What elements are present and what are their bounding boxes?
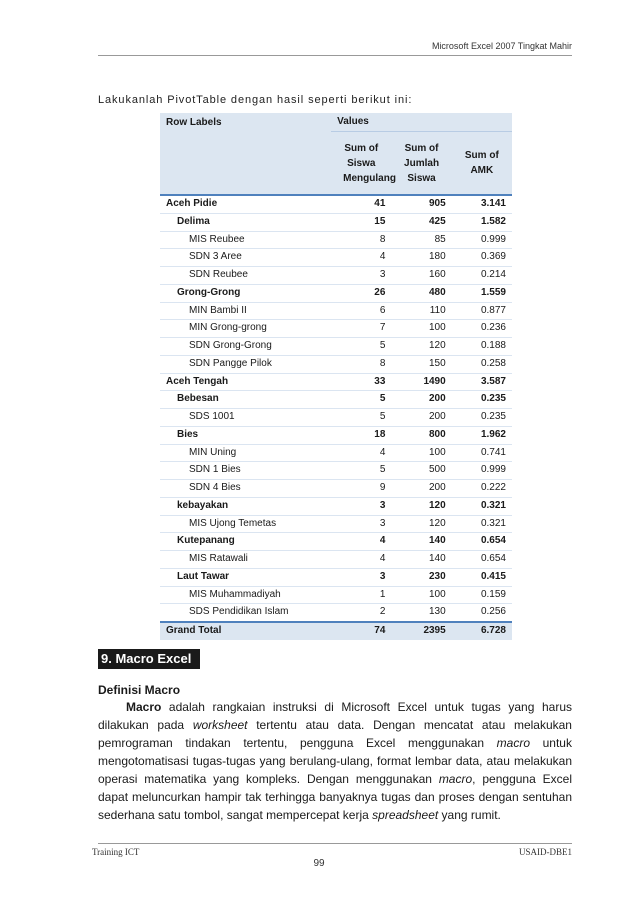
page-number: 99 (313, 858, 325, 869)
cell-siswa-mengulang: 8 (331, 355, 391, 373)
cell-siswa-mengulang: 6 (331, 302, 391, 320)
cell-amk: 0.214 (452, 267, 512, 285)
row-label: Delima (160, 213, 331, 231)
cell-jumlah-siswa: 140 (391, 533, 451, 551)
cell-amk: 1.559 (452, 284, 512, 302)
cell-jumlah-siswa: 150 (391, 355, 451, 373)
cell-jumlah-siswa: 905 (391, 195, 451, 213)
footer-left: Training ICT (92, 847, 140, 857)
cell-amk: 0.159 (452, 586, 512, 604)
cell-amk: 0.741 (452, 444, 512, 462)
pivot-body (160, 195, 512, 640)
row-label: MIN Bambi II (160, 302, 331, 320)
row-label: Aceh Pidie (160, 195, 331, 213)
col-header-mengulang: Sum of Siswa Mengulang (331, 132, 391, 196)
paragraph-segment: adalah rangkaian instruksi di Microsoft Excel untuk tugas yang harus dilakukan pada (98, 700, 572, 732)
cell-amk: 0.877 (452, 302, 512, 320)
row-label: Kutepanang (160, 533, 331, 551)
pivot-row[interactable] (160, 568, 512, 586)
cell-amk: 3.587 (452, 373, 512, 391)
cell-amk: 0.415 (452, 568, 512, 586)
grand-total-jumlah: 2395 (391, 622, 451, 640)
pivot-row[interactable] (160, 604, 512, 622)
row-label: Aceh Tengah (160, 373, 331, 391)
cell-amk: 0.256 (452, 604, 512, 622)
row-label: Grong-Grong (160, 284, 331, 302)
cell-amk: 0.236 (452, 320, 512, 338)
row-label: MIS Ratawali (160, 551, 331, 569)
cell-jumlah-siswa: 100 (391, 586, 451, 604)
cell-siswa-mengulang: 3 (331, 568, 391, 586)
cell-siswa-mengulang: 2 (331, 604, 391, 622)
running-header: Microsoft Excel 2007 Tingkat Mahir (431, 41, 572, 51)
paragraph-segment: yang rumit. (438, 808, 501, 822)
pivot-row[interactable] (160, 373, 512, 391)
cell-siswa-mengulang: 18 (331, 426, 391, 444)
pivot-row[interactable] (160, 355, 512, 373)
cell-jumlah-siswa: 200 (391, 391, 451, 409)
cell-amk: 1.582 (452, 213, 512, 231)
paragraph-segment: macro (438, 772, 473, 786)
paragraph-segment: macro (496, 736, 530, 750)
cell-jumlah-siswa: 120 (391, 515, 451, 533)
cell-jumlah-siswa: 230 (391, 568, 451, 586)
cell-jumlah-siswa: 480 (391, 284, 451, 302)
footer-rule (98, 843, 572, 844)
cell-jumlah-siswa: 100 (391, 320, 451, 338)
cell-amk: 1.962 (452, 426, 512, 444)
footer-right: USAID-DBE1 (519, 847, 572, 857)
paragraph-segment: , pengguna Excel dapat meluncurkan hampir tak terhingga banyaknya tugas dan proses dengan sentuhan sederhana satu tombol, sangat mempercepat kerja (98, 772, 572, 822)
cell-siswa-mengulang: 3 (331, 515, 391, 533)
col-header-jumlah: Sum of Jumlah Siswa (391, 132, 451, 196)
cell-jumlah-siswa: 200 (391, 480, 451, 498)
cell-amk: 0.654 (452, 533, 512, 551)
pivot-row[interactable] (160, 586, 512, 604)
grand-total-amk: 6.728 (452, 622, 512, 640)
cell-jumlah-siswa: 425 (391, 213, 451, 231)
pivot-row[interactable] (160, 515, 512, 533)
row-label: kebayakan (160, 497, 331, 515)
row-labels-header[interactable]: Row Labels (160, 113, 331, 195)
pivot-row[interactable] (160, 426, 512, 444)
row-label: MIS Reubee (160, 231, 331, 249)
pivot-row[interactable] (160, 284, 512, 302)
cell-jumlah-siswa: 140 (391, 551, 451, 569)
cell-siswa-mengulang: 8 (331, 231, 391, 249)
row-label: SDN Grong-Grong (160, 338, 331, 356)
paragraph-segment: worksheet (192, 718, 248, 732)
intro-text: Lakukanlah PivotTable dengan hasil seperti berikut ini: (98, 94, 413, 106)
pivot-row[interactable] (160, 249, 512, 267)
row-label: SDN Pangge Pilok (160, 355, 331, 373)
row-label: MIN Uning (160, 444, 331, 462)
row-label: SDS Pendidikan Islam (160, 604, 331, 622)
values-header: Values (331, 113, 512, 132)
cell-siswa-mengulang: 5 (331, 409, 391, 427)
grand-total-row[interactable] (160, 622, 512, 640)
row-label: Bies (160, 426, 331, 444)
cell-siswa-mengulang: 5 (331, 338, 391, 356)
col-header-amk: Sum of AMK (452, 132, 512, 196)
pivot-row[interactable] (160, 551, 512, 569)
pivot-row[interactable] (160, 195, 512, 213)
row-label: SDN 4 Bies (160, 480, 331, 498)
cell-siswa-mengulang: 5 (331, 391, 391, 409)
cell-amk: 0.369 (452, 249, 512, 267)
grand-total-label: Grand Total (160, 622, 331, 640)
cell-jumlah-siswa: 120 (391, 338, 451, 356)
cell-siswa-mengulang: 7 (331, 320, 391, 338)
cell-jumlah-siswa: 180 (391, 249, 451, 267)
row-label: MIS Ujong Temetas (160, 515, 331, 533)
row-label: MIN Grong-grong (160, 320, 331, 338)
cell-siswa-mengulang: 26 (331, 284, 391, 302)
cell-siswa-mengulang: 4 (331, 551, 391, 569)
pivot-row[interactable] (160, 444, 512, 462)
paragraph-segment: Macro (126, 700, 162, 714)
paragraph-segment: untuk mengotomatisasi tugas-tugas yang berulang-ulang, format lembar data, atau melakukan operasi matematika yang kompleks. Dengan menggunakan (98, 736, 572, 786)
cell-amk: 0.222 (452, 480, 512, 498)
cell-amk: 0.258 (452, 355, 512, 373)
cell-jumlah-siswa: 110 (391, 302, 451, 320)
pivot-row[interactable] (160, 391, 512, 409)
cell-jumlah-siswa: 100 (391, 444, 451, 462)
row-label: SDN Reubee (160, 267, 331, 285)
cell-amk: 0.235 (452, 391, 512, 409)
cell-siswa-mengulang: 15 (331, 213, 391, 231)
cell-jumlah-siswa: 200 (391, 409, 451, 427)
pivot-row[interactable] (160, 302, 512, 320)
cell-siswa-mengulang: 33 (331, 373, 391, 391)
pivot-row[interactable] (160, 267, 512, 285)
cell-amk: 0.321 (452, 515, 512, 533)
cell-siswa-mengulang: 3 (331, 267, 391, 285)
cell-amk: 0.235 (452, 409, 512, 427)
header-rule (98, 55, 572, 56)
cell-amk: 0.321 (452, 497, 512, 515)
pivot-row[interactable] (160, 462, 512, 480)
cell-jumlah-siswa: 1490 (391, 373, 451, 391)
cell-siswa-mengulang: 4 (331, 444, 391, 462)
cell-amk: 0.999 (452, 462, 512, 480)
paragraph-segment: tertentu atau data. Dengan mencatat atau melakukan pemrograman tindakan tertentu, pengguna Excel menggunakan (98, 718, 572, 750)
row-label: SDN 3 Aree (160, 249, 331, 267)
pivot-row[interactable] (160, 480, 512, 498)
cell-amk: 0.654 (452, 551, 512, 569)
cell-amk: 3.141 (452, 195, 512, 213)
pivot-row[interactable] (160, 409, 512, 427)
pivot-table (160, 113, 512, 640)
row-label: SDN 1 Bies (160, 462, 331, 480)
definition-title: Definisi Macro (98, 683, 181, 697)
section-heading: 9. Macro Excel (98, 649, 200, 669)
cell-jumlah-siswa: 800 (391, 426, 451, 444)
cell-siswa-mengulang: 4 (331, 249, 391, 267)
row-label: Laut Tawar (160, 568, 331, 586)
grand-total-mengulang: 74 (331, 622, 391, 640)
pivot-row[interactable] (160, 338, 512, 356)
cell-siswa-mengulang: 3 (331, 497, 391, 515)
pivot-row[interactable] (160, 231, 512, 249)
cell-amk: 0.999 (452, 231, 512, 249)
cell-siswa-mengulang: 4 (331, 533, 391, 551)
cell-siswa-mengulang: 1 (331, 586, 391, 604)
definition-paragraph (98, 698, 572, 824)
cell-jumlah-siswa: 130 (391, 604, 451, 622)
cell-jumlah-siswa: 120 (391, 497, 451, 515)
cell-jumlah-siswa: 85 (391, 231, 451, 249)
pivot-row[interactable] (160, 497, 512, 515)
cell-siswa-mengulang: 41 (331, 195, 391, 213)
cell-jumlah-siswa: 160 (391, 267, 451, 285)
cell-amk: 0.188 (452, 338, 512, 356)
row-label: SDS 1001 (160, 409, 331, 427)
paragraph-segment: spreadsheet (372, 808, 439, 822)
cell-siswa-mengulang: 9 (331, 480, 391, 498)
pivot-row[interactable] (160, 533, 512, 551)
pivot-row[interactable] (160, 213, 512, 231)
cell-siswa-mengulang: 5 (331, 462, 391, 480)
pivot-row[interactable] (160, 320, 512, 338)
row-label: MIS Muhammadiyah (160, 586, 331, 604)
row-label: Bebesan (160, 391, 331, 409)
cell-jumlah-siswa: 500 (391, 462, 451, 480)
